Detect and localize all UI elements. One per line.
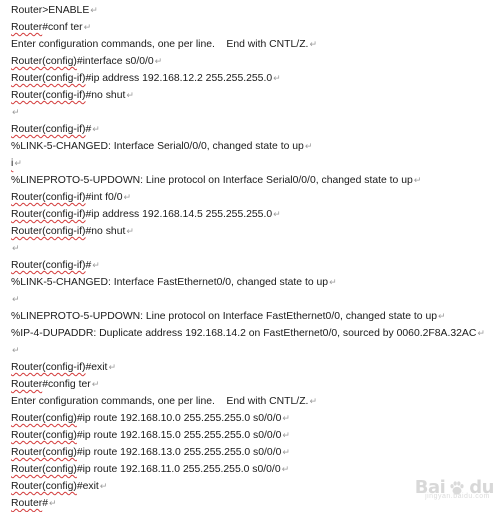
paragraph-mark-icon: ↵ <box>309 396 317 406</box>
document-line <box>11 342 497 359</box>
document-line <box>11 19 497 36</box>
paragraph-mark-icon: ↵ <box>108 362 116 372</box>
document-line <box>11 393 497 410</box>
paragraph-mark-icon: ↵ <box>14 158 22 168</box>
line-prompt: Router(config) <box>11 430 77 441</box>
paragraph-mark-icon: ↵ <box>282 447 290 457</box>
line-text: #ip route 192.168.11.0 255.255.255.0 s0/0/0 <box>76 464 281 475</box>
line-text: #ip address 192.168.14.5 255.255.255.0 <box>85 209 273 220</box>
paragraph-mark-icon: ↵ <box>413 175 422 185</box>
document-line <box>11 308 497 325</box>
line-text: # <box>85 260 92 271</box>
line-text: #config ter <box>42 379 91 390</box>
paragraph-mark-icon: ↵ <box>126 90 134 100</box>
document-line <box>11 376 497 393</box>
watermark-logo-text-1: Bai <box>414 477 446 498</box>
document-line <box>11 291 497 308</box>
line-prompt: Router(config-if) <box>11 362 86 373</box>
line-prompt: %LINEPROTO-5-UPDOWN: Line protocol on Interface FastEthernet0/0, changed state to up <box>11 311 438 322</box>
line-prompt: Router(config-if) <box>11 260 86 271</box>
paragraph-mark-icon: ↵ <box>273 209 281 219</box>
line-prompt: Router(config-if) <box>11 124 86 135</box>
line-prompt: Router(config-if) <box>11 90 86 101</box>
line-prompt: Router <box>11 498 43 509</box>
line-text: #ip route 192.168.10.0 255.255.255.0 s0/0/0 <box>76 413 282 424</box>
document-line <box>11 257 497 274</box>
line-text: # <box>85 124 92 135</box>
line-text: #interface s0/0/0 <box>76 56 154 67</box>
line-text: #exit <box>76 481 99 492</box>
line-prompt: Router(config-if) <box>11 226 86 237</box>
paragraph-mark-icon: ↵ <box>83 22 92 32</box>
paragraph-mark-icon: ↵ <box>12 107 20 117</box>
line-prompt: Router(config) <box>11 447 77 458</box>
paragraph-mark-icon: ↵ <box>12 243 20 253</box>
paragraph-mark-icon: ↵ <box>123 192 132 202</box>
paragraph-mark-icon: ↵ <box>438 311 446 321</box>
paragraph-mark-icon: ↵ <box>12 345 20 355</box>
baidu-watermark <box>415 477 494 498</box>
paragraph-mark-icon: ↵ <box>91 379 100 389</box>
paragraph-mark-icon: ↵ <box>92 260 100 270</box>
paragraph-mark-icon: ↵ <box>126 226 134 236</box>
document-line <box>11 87 497 104</box>
line-text: #conf ter <box>42 22 83 33</box>
line-prompt: Router(config) <box>11 413 77 424</box>
line-text: #no shut <box>85 90 126 101</box>
paragraph-mark-icon: ↵ <box>281 464 290 474</box>
line-prompt: %LINK-5-CHANGED: Interface Serial0/0/0, changed state to up <box>11 141 304 152</box>
document-line <box>11 444 497 461</box>
line-prompt: Router(config) <box>11 481 77 492</box>
document-line <box>11 121 497 138</box>
document-line <box>11 70 497 87</box>
line-prompt: i <box>11 158 14 169</box>
paragraph-mark-icon: ↵ <box>282 413 290 423</box>
document-line <box>11 206 497 223</box>
paragraph-mark-icon: ↵ <box>477 328 485 338</box>
paragraph-mark-icon: ↵ <box>48 498 57 508</box>
line-prompt: Router <box>11 22 43 33</box>
document-line <box>11 359 497 376</box>
paragraph-mark-icon: ↵ <box>154 56 163 66</box>
document-line <box>11 155 497 172</box>
paragraph-mark-icon: ↵ <box>273 73 281 83</box>
document-line <box>11 427 497 444</box>
line-prompt: %IP-4-DUPADDR: Duplicate address 192.168.14.2 on FastEthernet0/0, sourced by 0060.2F8A.32AC <box>11 328 477 339</box>
line-prompt: Router <box>11 5 43 16</box>
document-line <box>11 36 497 53</box>
document-line <box>11 104 497 121</box>
paragraph-mark-icon: ↵ <box>12 294 20 304</box>
line-prompt: Enter configuration commands, one per line. End with CNTL/Z. <box>11 39 309 50</box>
line-text: >ENABLE <box>42 5 90 16</box>
document-line <box>11 172 497 189</box>
line-prompt: Router <box>11 379 43 390</box>
line-text: #exit <box>85 362 108 373</box>
line-text: #int f0/0 <box>85 192 123 203</box>
paragraph-mark-icon: ↵ <box>92 124 100 134</box>
line-prompt: Router(config-if) <box>11 73 86 84</box>
document-line <box>11 325 497 342</box>
document-body <box>11 2 497 512</box>
document-line <box>11 2 497 19</box>
document-line <box>11 461 497 478</box>
watermark-logo-text-2: du <box>469 477 494 498</box>
document-line <box>11 53 497 70</box>
document-line <box>11 410 497 427</box>
line-text: #ip route 192.168.15.0 255.255.255.0 s0/0/0 <box>76 430 282 441</box>
watermark-subtext: jingyan.baidu.com <box>425 493 490 500</box>
paragraph-mark-icon: ↵ <box>309 39 317 49</box>
line-prompt: %LINK-5-CHANGED: Interface FastEthernet0/0, changed state to up <box>11 277 329 288</box>
line-text: #ip route 192.168.13.0 255.255.255.0 s0/0/0 <box>76 447 282 458</box>
line-prompt: Router(config) <box>11 56 77 67</box>
document-line <box>11 189 497 206</box>
line-prompt: Enter configuration commands, one per line. End with CNTL/Z. <box>11 396 309 407</box>
line-prompt: Router(config) <box>11 464 77 475</box>
document-line <box>11 240 497 257</box>
document-line <box>11 138 497 155</box>
paragraph-mark-icon: ↵ <box>99 481 108 491</box>
paragraph-mark-icon: ↵ <box>304 141 313 151</box>
paragraph-mark-icon: ↵ <box>90 5 98 15</box>
line-text: # <box>42 498 48 509</box>
line-text: #no shut <box>85 226 126 237</box>
line-prompt: %LINEPROTO-5-UPDOWN: Line protocol on Interface Serial0/0/0, changed state to up <box>11 175 413 186</box>
document-line <box>11 223 497 240</box>
paragraph-mark-icon: ↵ <box>329 277 337 287</box>
document-line <box>11 274 497 291</box>
line-prompt: Router(config-if) <box>11 209 86 220</box>
paragraph-mark-icon: ↵ <box>282 430 290 440</box>
line-text: #ip address 192.168.12.2 255.255.255.0 <box>85 73 273 84</box>
line-prompt: Router(config-if) <box>11 192 86 203</box>
